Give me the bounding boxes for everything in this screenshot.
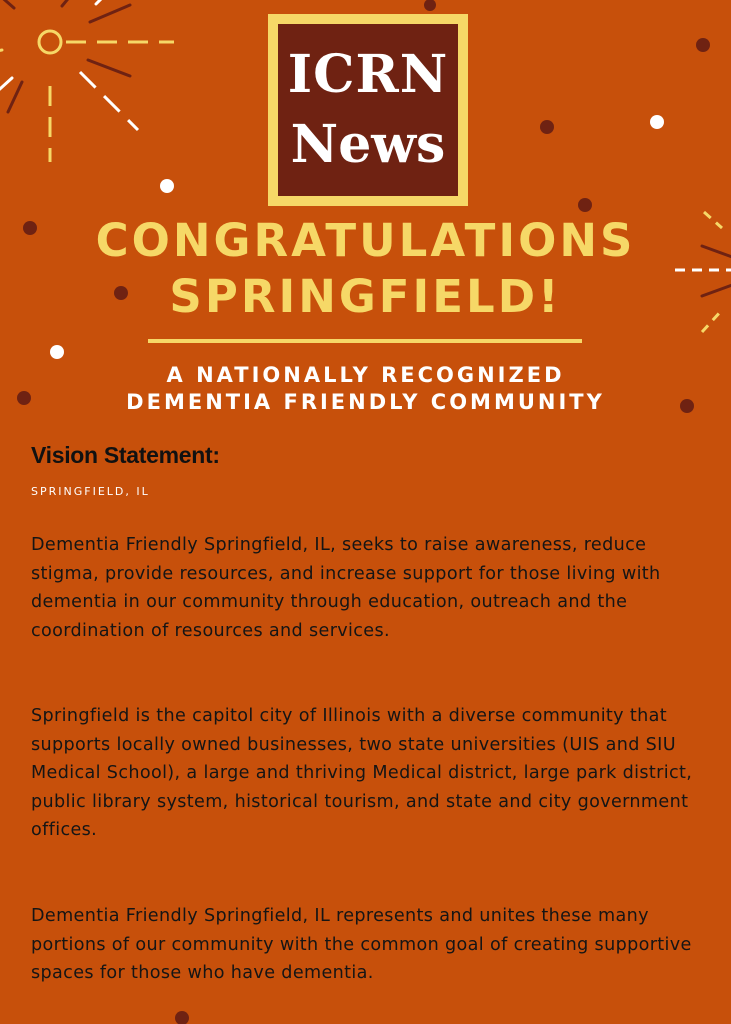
burst-ray xyxy=(0,50,2,52)
confetti-dot xyxy=(578,198,592,212)
subheadline-line2: DEMENTIA FRIENDLY COMMUNITY xyxy=(126,390,605,414)
paragraph-community: Springfield is the capitol city of Illinois with a diverse community that supports locally owned businesses, two state universities (UIS and SIU Medical School), a large and thriving Medical district, large park district, public library system, historical tourism, and state and city government offices. xyxy=(31,706,693,840)
burst-ray xyxy=(96,0,104,4)
subheadline xyxy=(40,362,691,416)
location-label: SPRINGFIELD, IL xyxy=(31,485,150,498)
logo-text-line1: ICRN xyxy=(287,44,449,105)
subheadline-line1: A NATIONALLY RECOGNIZED xyxy=(166,363,565,387)
burst-ray xyxy=(0,0,14,8)
headline-line2: SPRINGFIELD! xyxy=(169,270,562,323)
confetti-dot xyxy=(175,1011,189,1024)
burst-center-ring xyxy=(39,31,61,53)
logo-inner-panel xyxy=(278,24,458,196)
burst-ray xyxy=(88,60,130,76)
confetti-dot xyxy=(650,115,664,129)
burst-ray xyxy=(90,5,130,22)
confetti-dot xyxy=(23,221,37,235)
burst-ray xyxy=(702,246,731,258)
burst-ray xyxy=(704,212,722,228)
headline xyxy=(40,213,691,325)
confetti-dot xyxy=(17,391,31,405)
burst-ray xyxy=(0,78,12,98)
confetti-dot xyxy=(50,345,64,359)
logo-text-line2: News xyxy=(290,114,446,175)
paragraph-goal: Dementia Friendly Springfield, IL represents and unites these many portions of our community with the common goal of creating supportive spaces for those who have dementia. xyxy=(31,906,692,983)
burst-ray xyxy=(702,284,731,296)
confetti-dot xyxy=(160,179,174,193)
burst-ray xyxy=(702,310,722,332)
firework-burst-top-left-icon xyxy=(0,0,174,162)
headline-line1: CONGRATULATIONS xyxy=(95,214,636,267)
paragraph-mission: Dementia Friendly Springfield, IL, seeks to raise awareness, reduce stigma, provide resources, and increase support for those living with dementia in our community through education, outreach and the coordination of resources and services. xyxy=(31,535,661,641)
confetti-dot xyxy=(696,38,710,52)
vision-statement-heading: Vision Statement: xyxy=(31,442,220,468)
confetti-dot xyxy=(540,120,554,134)
divider-rule xyxy=(148,339,582,343)
burst-ray xyxy=(8,82,22,112)
icrn-news-logo xyxy=(268,14,468,206)
confetti-dot xyxy=(424,0,436,11)
burst-ray xyxy=(62,0,72,6)
burst-ray xyxy=(80,72,138,130)
